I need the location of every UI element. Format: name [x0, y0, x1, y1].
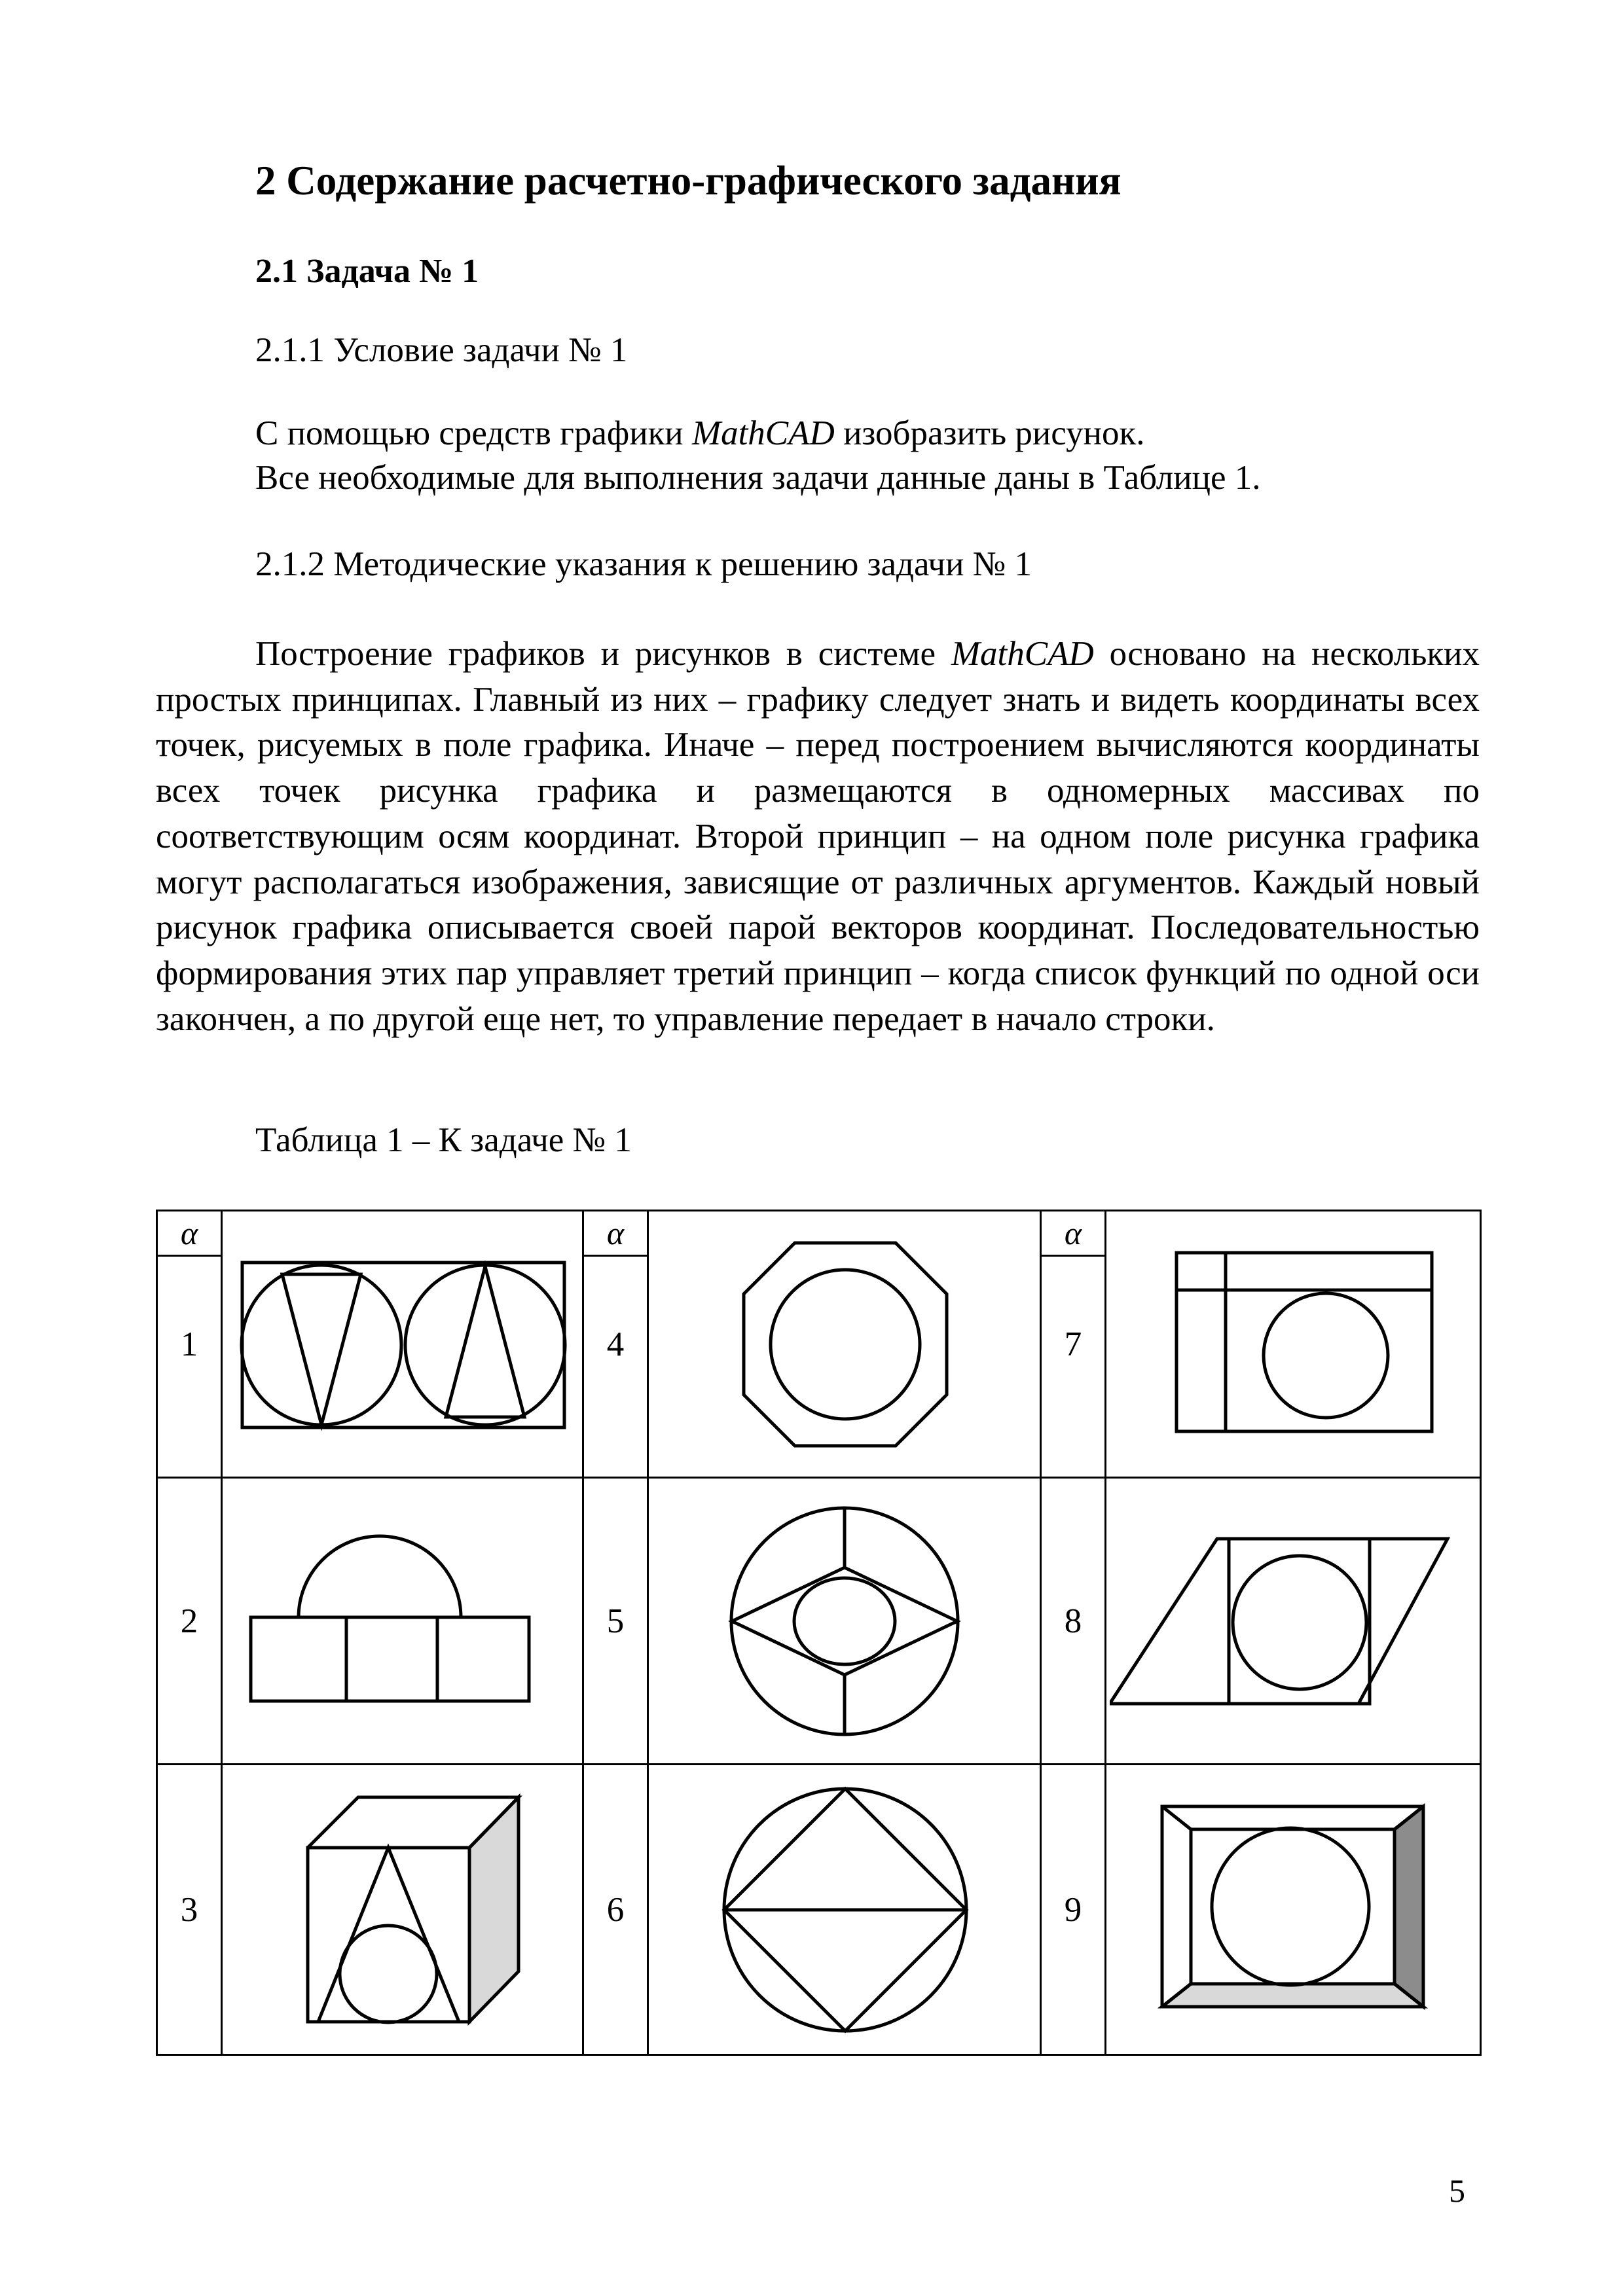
figure-cell [1106, 1765, 1481, 2055]
variant-number: 9 [1064, 1890, 1082, 1929]
variant-cell [583, 1478, 648, 1765]
parallelogram-square-circle-icon [1110, 1503, 1476, 1739]
variant-number: 7 [1064, 1325, 1082, 1363]
figures-table [156, 1210, 1482, 2056]
page-number: 5 [1449, 2172, 1465, 2209]
variant-number: 4 [606, 1325, 625, 1363]
condition-line-1-suffix: изобразить рисунок. [834, 414, 1145, 452]
condition-line-2: Все необходимые для выполнения задачи данные даны в Таблице 1. [255, 459, 1261, 497]
variant-cell [583, 1765, 648, 2055]
figure-cell [1106, 1211, 1481, 1478]
figure-cell [222, 1765, 583, 2055]
octagon-circle-icon [655, 1217, 1034, 1472]
variant-cell [157, 1478, 222, 1765]
variant-cell [583, 1211, 648, 1478]
variant-number: 2 [180, 1602, 198, 1640]
variant-number: 1 [180, 1325, 198, 1363]
figure-cell [648, 1478, 1041, 1765]
variant-cell [157, 1211, 222, 1478]
circle-inscribed-square-icon [655, 1772, 1034, 2047]
method-paragraph-body: основано на нескольких простых принципах. Главный из них – графику следует знать и видеть координаты всех точек, рисуемых в поле графика. Иначе – перед построением вычисляются координаты всех точек рисунка графика и размещаются в одномерных массивах по соответствующим осям координат. Второй принцип – на одном поле рисунка графика могут располагаться изображения, зависящие от различных аргументов. Каждый новый рисунок графика описывается своей парой векторов координат. Последовательностью формирования этих пар управляет третий принцип – когда список функций по одной оси закончен, а по другой еще нет, то управление передает в начало строки. [156, 635, 1480, 1038]
variant-number: 6 [606, 1890, 625, 1929]
variant-cell [1041, 1765, 1106, 2055]
table-row [157, 1211, 1481, 1478]
method-paragraph-software: MathCAD [951, 635, 1094, 673]
figure-cell [648, 1211, 1041, 1478]
variant-cell [1041, 1478, 1106, 1765]
alpha-header: α [1042, 1211, 1104, 1257]
figure-cell [222, 1478, 583, 1765]
table-row [157, 1765, 1481, 2055]
figure-cell [1106, 1478, 1481, 1765]
variant-number: 5 [606, 1602, 625, 1640]
semicircle-three-rects-icon [226, 1503, 579, 1739]
figure-cell [222, 1211, 583, 1478]
cube-side-face [469, 1797, 519, 2022]
section-title: 2 Содержание расчетно-графического задания [255, 158, 1122, 204]
frame-right-face [1395, 1806, 1423, 2007]
method-heading: 2.1.2 Методические указания к решению задачи № 1 [255, 545, 1032, 583]
table-caption: Таблица 1 – К задаче № 1 [255, 1121, 632, 1159]
cube-triangle-circle-icon [226, 1779, 579, 2041]
variant-cell [1041, 1211, 1106, 1478]
variant-number: 3 [180, 1890, 198, 1929]
method-paragraph [156, 632, 1480, 1042]
frame-bottom-face [1162, 1984, 1423, 2007]
condition-heading: 2.1.1 Условие задачи № 1 [255, 331, 628, 369]
subsection-title: 2.1 Задача № 1 [255, 253, 479, 290]
variant-number: 8 [1064, 1602, 1082, 1640]
beveled-frame-circle-icon [1110, 1785, 1476, 2034]
table-row [157, 1478, 1481, 1765]
condition-line-1 [255, 414, 1144, 453]
figure-cell [648, 1765, 1041, 2055]
alpha-header: α [158, 1211, 221, 1257]
variant-cell [157, 1765, 222, 2055]
window-frame-circle-icon [1110, 1236, 1476, 1452]
condition-line-1-software: MathCAD [691, 414, 835, 452]
condition-line-1-prefix: С помощью средств графики [255, 414, 692, 452]
circle-rhombus-circle-icon [655, 1484, 1034, 1759]
rect-two-circles-two-triangles-icon [226, 1230, 579, 1459]
method-paragraph-prefix: Построение графиков и рисунков в системе [255, 635, 951, 673]
alpha-header: α [584, 1211, 647, 1257]
